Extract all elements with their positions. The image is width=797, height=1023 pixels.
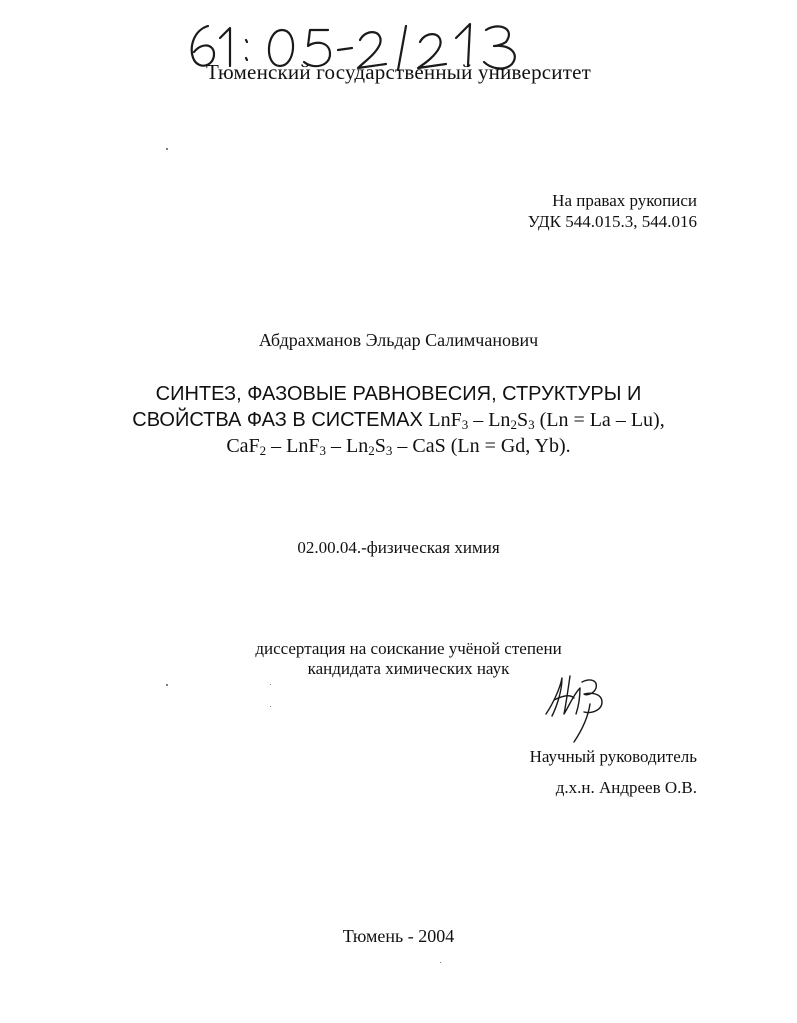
udc-code: УДК 544.015.3, 544.016 [527, 212, 697, 231]
title-line-2 [0, 407, 797, 433]
title-line-3-tail: (Ln = Gd, Yb). [445, 435, 571, 457]
title-line-2-caps: СВОЙСТВА ФАЗ В СИСТЕМАХ [132, 409, 429, 431]
specialty-code: 02.00.04.-физическая химия [297, 538, 500, 557]
title-line-3 [0, 433, 797, 459]
formula-lnf3-ln2s3: $LnF_3 - Ln_2S_3$ [428, 409, 535, 432]
signature-drawing [540, 668, 620, 746]
rights-note: На правах рукописи [552, 191, 697, 210]
scan-speck [440, 962, 441, 963]
degree-line-1: диссертация на соискание учёной степени [255, 639, 562, 658]
supervisor-name: д.х.н. Андреев О.В. [555, 778, 697, 797]
institution-name: Тюменский государственный университет [205, 60, 592, 84]
author-name: Абдрахманов Эльдар Салимчанович [258, 330, 539, 350]
manuscript-info [528, 190, 697, 232]
title-line-2-tail: (Ln = La – Lu), [534, 409, 665, 431]
scan-speck [166, 148, 168, 150]
scan-speck [270, 684, 271, 685]
supervisor-signature [540, 668, 620, 746]
city-year: Тюмень - 2004 [342, 926, 455, 946]
title-line-1: СИНТЕЗ, ФАЗОВЫЕ РАВНОВЕСИЯ, СТРУКТУРЫ И [155, 383, 642, 405]
scan-speck [270, 706, 271, 707]
degree-line-2: кандидата химических наук [307, 659, 510, 678]
supervisor-role: Научный руководитель [529, 747, 697, 766]
scan-speck [166, 684, 168, 686]
formula-caf2-system: $CaF_2 - LnF_3 - Ln_2S_3$ – CaS [226, 435, 446, 458]
